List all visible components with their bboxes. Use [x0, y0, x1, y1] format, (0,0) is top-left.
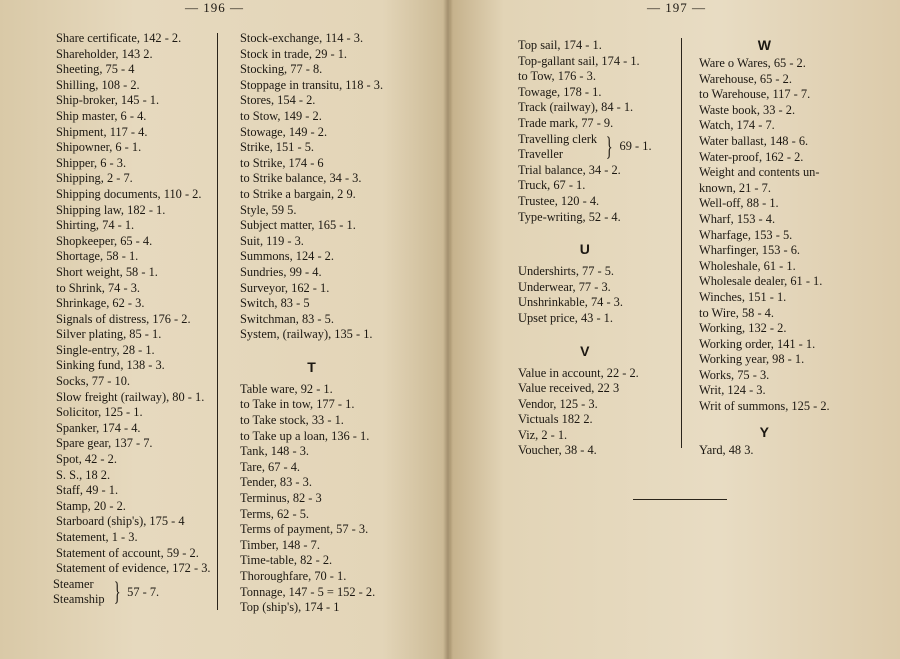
brace-glyph: }	[113, 577, 121, 607]
index-entry: Winches, 151 - 1.	[699, 289, 787, 304]
index-entry: Water ballast, 148 - 6.	[699, 133, 809, 148]
index-entry: known, 21 - 7.	[699, 180, 771, 195]
index-entry: Statement, 1 - 3.	[56, 530, 138, 544]
index-entry: Wharfage, 153 - 5.	[699, 227, 793, 242]
index-entry: Subject matter, 165 - 1.	[240, 218, 356, 233]
index-entry: Well-off, 88 - 1.	[699, 196, 779, 211]
index-entry: Shipment, 117 - 4.	[56, 124, 148, 139]
index-entry: Wharfinger, 153 - 6.	[699, 243, 801, 258]
index-entry: Stock-exchange, 114 - 3.	[240, 31, 364, 45]
index-entry: Spanker, 174 - 4.	[56, 420, 141, 435]
right-page	[450, 0, 900, 659]
index-entry: to Take up a loan, 136 - 1.	[240, 428, 370, 443]
index-entry: Wharf, 153 - 4.	[699, 211, 776, 226]
brace-words	[518, 132, 597, 163]
index-entry: Single-entry, 28 - 1.	[56, 342, 155, 357]
index-entry: Writ, 124 - 3.	[699, 383, 766, 398]
index-entry: S. S., 18 2.	[56, 467, 111, 482]
index-entry: Shipper, 6 - 3.	[56, 155, 127, 170]
index-entry: Thoroughfare, 70 - 1.	[240, 569, 347, 583]
entry-list	[518, 38, 652, 132]
entry-list	[518, 163, 652, 225]
index-entry: Working year, 98 - 1.	[699, 352, 805, 367]
index-entry: Shirting, 74 - 1.	[56, 218, 135, 233]
index-entry: Type-writing, 52 - 4.	[518, 209, 621, 224]
index-entry: Shipping law, 182 - 1.	[56, 202, 166, 217]
entry-list	[699, 56, 830, 415]
index-entry: Water-proof, 162 - 2.	[699, 149, 804, 164]
entry-list	[699, 443, 830, 459]
index-entry: Upset price, 43 - 1.	[518, 310, 613, 325]
index-entry: Tender, 83 - 3.	[240, 475, 312, 490]
index-entry: Summons, 124 - 2.	[240, 249, 334, 264]
index-entry: Wholeshale, 61 - 1.	[699, 258, 796, 273]
entry-list	[56, 31, 211, 577]
right-col-2	[699, 34, 830, 458]
section-letter-w: W	[757, 37, 771, 53]
index-entry: Stamp, 20 - 2.	[56, 498, 126, 513]
index-entry: Waste book, 33 - 2.	[699, 102, 796, 117]
page-number-196: — 196 —	[185, 0, 244, 15]
index-entry: Timber, 148 - 7.	[240, 537, 320, 552]
brace-ref: 69 - 1.	[619, 139, 652, 154]
index-entry: Statement of evidence, 172 - 3.	[56, 561, 211, 576]
index-entry: to Take stock, 33 - 1.	[240, 413, 344, 428]
index-entry: Statement of account, 59 - 2.	[56, 545, 199, 560]
index-entry: to Wire, 58 - 4.	[699, 305, 774, 320]
section-letter-u: U	[579, 241, 590, 258]
index-entry: to Strike a bargain, 2 9.	[240, 186, 356, 201]
index-entry: Steamship	[53, 592, 105, 607]
index-entry: Stowage, 149 - 2.	[240, 124, 328, 139]
index-entry: Tare, 67 - 4.	[240, 459, 301, 474]
index-entry: Shipowner, 6 - 1.	[56, 140, 142, 155]
entry-list	[240, 31, 383, 343]
index-entry: to Shrink, 74 - 3.	[56, 280, 140, 295]
index-entry: Shipping, 2 - 7.	[56, 171, 133, 186]
index-entry: Working, 132 - 2.	[699, 321, 787, 336]
section-letter-t: T	[307, 358, 316, 375]
index-entry: Wholesale dealer, 61 - 1.	[699, 274, 823, 289]
index-entry: Ship-broker, 145 - 1.	[56, 93, 160, 108]
page-number-197: — 197 —	[647, 0, 706, 15]
brace-entry-travelling-clerk	[518, 132, 652, 163]
index-entry: Suit, 119 - 3.	[240, 233, 304, 248]
entry-list	[240, 382, 383, 616]
book-gutter	[443, 0, 453, 659]
index-entry: Switch, 83 - 5	[240, 296, 310, 311]
index-entry: Time-table, 82 - 2.	[240, 553, 333, 568]
index-entry: Top-gallant sail, 174 - 1.	[518, 53, 640, 68]
index-entry: Undershirts, 77 - 5.	[518, 264, 615, 279]
index-entry: Value in account, 22 - 2.	[518, 365, 639, 380]
entry-list	[518, 264, 652, 326]
index-entry: to Strike balance, 34 - 3.	[240, 171, 362, 186]
index-entry: Shilling, 108 - 2.	[56, 77, 140, 92]
index-entry: Warehouse, 65 - 2.	[699, 71, 792, 86]
index-entry: Shipping documents, 110 - 2.	[56, 186, 202, 201]
index-entry: to Strike, 174 - 6	[240, 155, 324, 170]
index-entry: Trustee, 120 - 4.	[518, 193, 600, 208]
index-entry: Strike, 151 - 5.	[240, 140, 314, 155]
entry-list	[518, 366, 652, 460]
brace-glyph: }	[605, 132, 613, 162]
index-entry: Trade mark, 77 - 9.	[518, 115, 614, 130]
index-entry: Slow freight (railway), 80 - 1.	[56, 389, 205, 404]
index-entry: Share certificate, 142 - 2.	[56, 31, 182, 45]
section-letter-v: V	[580, 342, 590, 359]
index-entry: Unshrinkable, 74 - 3.	[518, 295, 623, 310]
index-entry: Tank, 148 - 3.	[240, 444, 309, 459]
index-entry: Trial balance, 34 - 2.	[518, 162, 621, 177]
index-entry: Spare gear, 137 - 7.	[56, 436, 153, 451]
index-entry: Victuals 182 2.	[518, 412, 593, 427]
brace-ref: 57 - 7.	[127, 584, 160, 599]
index-entry: Sinking fund, 138 - 3.	[56, 358, 165, 373]
column-divider	[217, 33, 218, 610]
index-entry: Writ of summons, 125 - 2.	[699, 399, 830, 414]
index-entry: Ship master, 6 - 4.	[56, 108, 147, 123]
index-entry: to Take in tow, 177 - 1.	[240, 397, 355, 412]
index-entry: Silver plating, 85 - 1.	[56, 327, 162, 342]
index-entry: Weight and contents un-	[699, 165, 820, 180]
index-entry: Surveyor, 162 - 1.	[240, 280, 330, 295]
index-entry: Working order, 141 - 1.	[699, 336, 816, 351]
end-rule	[633, 499, 727, 500]
index-entry: System, (railway), 135 - 1.	[240, 327, 373, 342]
index-entry: Switchman, 83 - 5.	[240, 311, 334, 326]
index-entry: Vendor, 125 - 3.	[518, 396, 598, 411]
index-entry: Value received, 22 3	[518, 381, 620, 396]
index-entry: Travelling clerk	[518, 131, 598, 146]
index-entry: Terminus, 82 - 3	[240, 491, 322, 506]
index-entry: Sheeting, 75 - 4	[56, 62, 135, 77]
index-entry: Tonnage, 147 - 5 = 152 - 2.	[240, 584, 376, 599]
index-entry: Shrinkage, 62 - 3.	[56, 296, 145, 311]
index-entry: Stock in trade, 29 - 1.	[240, 46, 348, 61]
left-col-1	[53, 31, 211, 608]
index-entry: Socks, 77 - 10.	[56, 374, 130, 389]
left-col-2	[240, 31, 383, 616]
section-letter-y: Y	[759, 423, 769, 440]
index-entry: Viz, 2 - 1.	[518, 427, 568, 442]
index-entry: Style, 59 5.	[240, 202, 297, 217]
index-entry: Top sail, 174 - 1.	[518, 38, 602, 52]
column-divider	[681, 38, 682, 448]
index-entry: Sundries, 99 - 4.	[240, 264, 322, 279]
index-entry: Yard, 48 3.	[699, 442, 754, 457]
index-entry: Table ware, 92 - 1.	[240, 381, 333, 396]
index-entry: Short weight, 58 - 1.	[56, 264, 158, 279]
index-entry: Watch, 174 - 7.	[699, 118, 775, 133]
index-entry: to Stow, 149 - 2.	[240, 108, 322, 123]
brace-words	[53, 577, 105, 608]
index-entry: Voucher, 38 - 4.	[518, 443, 597, 458]
index-entry: Stoppage in transitu, 118 - 3.	[240, 77, 384, 92]
index-entry: Top (ship's), 174 - 1	[240, 600, 340, 615]
index-entry: Starboard (ship's), 175 - 4	[56, 514, 185, 529]
index-entry: Works, 75 - 3.	[699, 367, 770, 382]
index-entry: Steamer	[53, 576, 94, 591]
index-entry: Shortage, 58 - 1.	[56, 249, 139, 264]
index-entry: Track (railway), 84 - 1.	[518, 100, 634, 115]
index-entry: Ware o Wares, 65 - 2.	[699, 56, 806, 70]
right-col-1	[518, 38, 652, 459]
index-entry: Shareholder, 143 2.	[56, 46, 153, 61]
index-entry: Signals of distress, 176 - 2.	[56, 311, 191, 326]
index-entry: Stores, 154 - 2.	[240, 93, 316, 108]
index-entry: Truck, 67 - 1.	[518, 178, 586, 193]
index-entry: to Warehouse, 117 - 7.	[699, 87, 811, 102]
index-entry: Shopkeeper, 65 - 4.	[56, 233, 153, 248]
index-entry: to Tow, 176 - 3.	[518, 69, 596, 84]
index-entry: Towage, 178 - 1.	[518, 84, 602, 99]
index-entry: Solicitor, 125 - 1.	[56, 405, 143, 420]
index-entry: Terms of payment, 57 - 3.	[240, 522, 369, 537]
index-entry: Spot, 42 - 2.	[56, 452, 117, 467]
index-entry: Stocking, 77 - 8.	[240, 62, 323, 77]
index-entry: Terms, 62 - 5.	[240, 506, 309, 521]
brace-entry-steamer	[53, 577, 211, 608]
index-entry: Staff, 49 - 1.	[56, 483, 119, 498]
index-entry: Underwear, 77 - 3.	[518, 279, 611, 294]
index-entry: Traveller	[518, 147, 563, 162]
